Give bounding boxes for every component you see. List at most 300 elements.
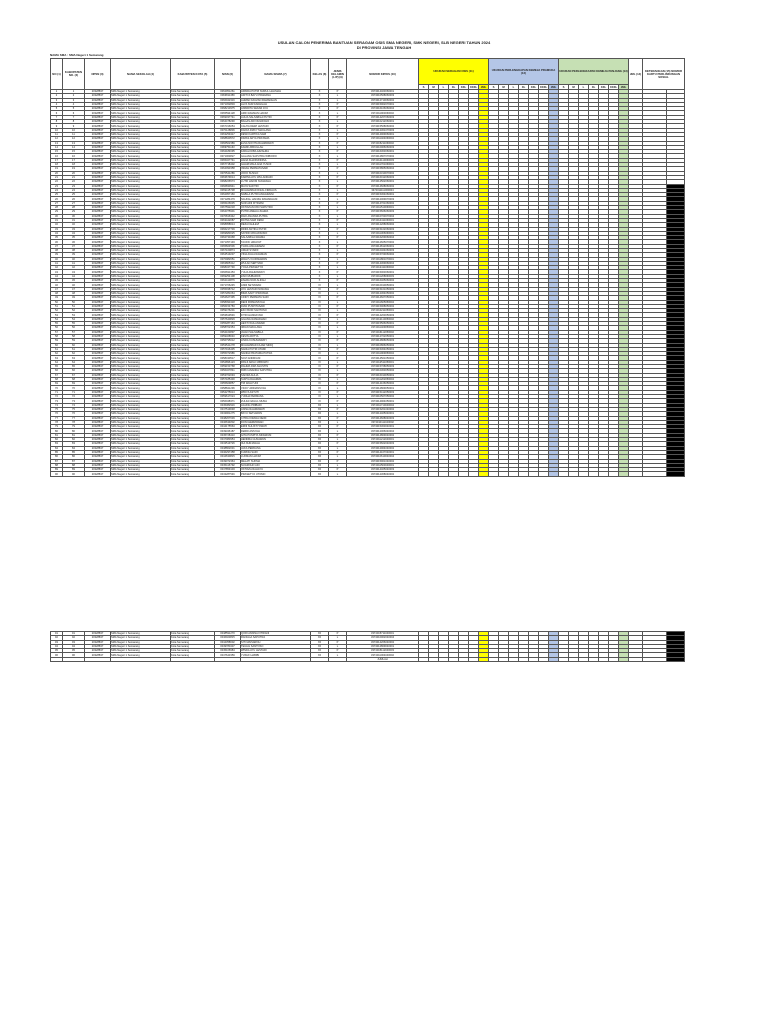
header-kelas: KELAS (8) bbox=[311, 59, 329, 90]
cell-nomor-kartu: 3374014207060003 bbox=[347, 115, 419, 119]
cell-kabupaten-no: 35 bbox=[63, 236, 85, 240]
cell-kelas: X bbox=[311, 150, 329, 154]
cell-kelas: XI bbox=[311, 334, 329, 338]
cell-kabupaten-kota: Kota Semarang bbox=[171, 653, 215, 657]
cell-npsn: 20328837 bbox=[85, 227, 111, 231]
cell-nisn: 0044630815 bbox=[215, 455, 241, 459]
cell-kelas: XI bbox=[311, 287, 329, 291]
cell-npsn: 20328837 bbox=[85, 412, 111, 416]
cell-kabupaten-no: 58 bbox=[63, 334, 85, 338]
cell-jenis-kelamin: P bbox=[329, 210, 347, 214]
cell-kelas: XII bbox=[311, 420, 329, 424]
cell-no: 59 bbox=[51, 339, 63, 343]
cell-nomor-kartu: 3374016405060002 bbox=[347, 279, 419, 283]
cell-nomor-kartu: 3374016012060003 bbox=[347, 175, 419, 179]
cell-kabupaten-kota: Kota Semarang bbox=[171, 227, 215, 231]
cell-jenis-kelamin: L bbox=[329, 188, 347, 192]
cell-nisn: 0067316054 bbox=[215, 124, 241, 128]
cell-npsn: 20328837 bbox=[85, 223, 111, 227]
cell-jenis-kelamin: L bbox=[329, 377, 347, 381]
cell-kabupaten-kota: Kota Semarang bbox=[171, 210, 215, 214]
cell-npsn: 20328837 bbox=[85, 390, 111, 394]
cell-kabupaten-kota: Kota Semarang bbox=[171, 632, 215, 636]
cell-kabupaten-kota: Kota Semarang bbox=[171, 214, 215, 218]
cell-size-batik bbox=[559, 472, 569, 476]
cell-nomor-kartu: 3374016303060001 bbox=[347, 150, 419, 154]
cell-nisn: 0070541286 bbox=[215, 171, 241, 175]
cell-no: 79 bbox=[51, 425, 63, 429]
cell-kabupaten-no: 7 bbox=[63, 115, 85, 119]
cell-kabupaten-no: 26 bbox=[63, 197, 85, 201]
cell-no: 39 bbox=[51, 253, 63, 257]
cell-npsn: 20328837 bbox=[85, 382, 111, 386]
cell-npsn: 20328837 bbox=[85, 184, 111, 188]
cell-nama-sekolah: SMA Negeri 1 Semarang bbox=[111, 472, 171, 476]
cell-nisn: 0065327741 bbox=[215, 158, 241, 162]
total-size-batik bbox=[599, 657, 609, 661]
cell-nisn: 0063442087 bbox=[215, 218, 241, 222]
cell-no: 78 bbox=[51, 420, 63, 424]
header-no: NO (1) bbox=[51, 59, 63, 90]
cell-jenis-kelamin: P bbox=[329, 399, 347, 403]
cell-nomor-kartu: 3374014701060002 bbox=[347, 201, 419, 205]
cell-kabupaten-no: 63 bbox=[63, 356, 85, 360]
cell-size-pramuka bbox=[529, 472, 539, 476]
cell-nama-siswa: MAYA SAFITRI bbox=[241, 184, 311, 188]
cell-npsn: 20328837 bbox=[85, 167, 111, 171]
cell-no: 40 bbox=[51, 257, 63, 261]
cell-nisn: 0048207639 bbox=[215, 416, 241, 420]
total-size-pramuka bbox=[539, 657, 549, 661]
cell-nama-sekolah: SMA Negeri 1 Semarang bbox=[111, 124, 171, 128]
cell-nisn: 0062184695 bbox=[215, 150, 241, 154]
total-size-osis bbox=[479, 657, 489, 661]
cell-kabupaten-kota: Kota Semarang bbox=[171, 390, 215, 394]
cell-kabupaten-no: 66 bbox=[63, 369, 85, 373]
cell-nama-sekolah: SMA Negeri 1 Semarang bbox=[111, 360, 171, 364]
cell-kelas: XII bbox=[311, 640, 329, 644]
header-nomor-kartu: NOMOR KIP/KS (10) bbox=[347, 59, 419, 90]
cell-kelas: XI bbox=[311, 322, 329, 326]
cell-kelas: XI bbox=[311, 330, 329, 334]
cell-nisn: 0063805312 bbox=[215, 261, 241, 265]
cell-kabupaten-no: 14 bbox=[63, 145, 85, 149]
cell-npsn: 20328837 bbox=[85, 640, 111, 644]
cell-kelas: X bbox=[311, 90, 329, 94]
cell-jenis-kelamin: P bbox=[329, 632, 347, 636]
cell-kelas: X bbox=[311, 227, 329, 231]
cell-npsn: 20328837 bbox=[85, 365, 111, 369]
cell-nama-sekolah: SMA Negeri 1 Semarang bbox=[111, 339, 171, 343]
cell-nomor-kartu: 3374015304060001 bbox=[347, 193, 419, 197]
cell-nomor-kartu: 3374012208060002 bbox=[347, 223, 419, 227]
cell-nisn: 0046297458 bbox=[215, 450, 241, 454]
cell-nama-sekolah: SMA Negeri 1 Semarang bbox=[111, 253, 171, 257]
total-size-batik bbox=[619, 657, 629, 661]
total-size-batik bbox=[579, 657, 589, 661]
cell-jenis-kelamin: L bbox=[329, 429, 347, 433]
cell-nama-siswa: IRFAN MAULANA bbox=[241, 326, 311, 330]
cell-kelas: X bbox=[311, 171, 329, 175]
size-header-osis-xxl: XXL bbox=[459, 85, 469, 90]
cell-kabupaten-kota: Kota Semarang bbox=[171, 459, 215, 463]
cell-jenis-kelamin: L bbox=[329, 472, 347, 476]
cell-nama-siswa: ANDI SETIAWAN bbox=[241, 283, 311, 287]
cell-nama-sekolah: SMA Negeri 1 Semarang bbox=[111, 416, 171, 420]
cell-npsn: 20328837 bbox=[85, 102, 111, 106]
cell-no: 36 bbox=[51, 240, 63, 244]
cell-kabupaten-no: 19 bbox=[63, 167, 85, 171]
cell-nomor-kartu: 3374016010050001 bbox=[347, 373, 419, 377]
cell-kabupaten-no: 2 bbox=[63, 94, 85, 98]
total-size-osis bbox=[429, 657, 439, 661]
cell-kelas: X bbox=[311, 248, 329, 252]
cell-no: 3 bbox=[51, 98, 63, 102]
cell-nama-sekolah: SMA Negeri 1 Semarang bbox=[111, 300, 171, 304]
cell-nisn: 0056795012 bbox=[215, 339, 241, 343]
cell-nama-siswa: LINDA KUSUMAWATI bbox=[241, 339, 311, 343]
cell-jenis-kelamin: L bbox=[329, 386, 347, 390]
cell-npsn: 20328837 bbox=[85, 446, 111, 450]
cell-nama-sekolah: SMA Negeri 1 Semarang bbox=[111, 244, 171, 248]
cell-no: 38 bbox=[51, 248, 63, 252]
header-jml: JML (14) bbox=[629, 59, 643, 90]
cell-nomor-kartu: 3374011306060001 bbox=[347, 231, 419, 235]
cell-kabupaten-no: 38 bbox=[63, 248, 85, 252]
cell-no: 53 bbox=[51, 313, 63, 317]
cell-nomor-kartu: 3374015711040001 bbox=[347, 632, 419, 636]
cell-kabupaten-no: 93 bbox=[63, 640, 85, 644]
cell-no: 82 bbox=[51, 438, 63, 442]
header-nisn: NISN (6) bbox=[215, 59, 241, 90]
cell-jenis-kelamin: P bbox=[329, 102, 347, 106]
cell-npsn: 20328837 bbox=[85, 360, 111, 364]
cell-nama-sekolah: SMA Negeri 1 Semarang bbox=[111, 214, 171, 218]
cell-kelas: X bbox=[311, 210, 329, 214]
cell-nama-siswa: ELSA NOVITA RAHMAWATI bbox=[241, 141, 311, 145]
cell-nama-sekolah: SMA Negeri 1 Semarang bbox=[111, 171, 171, 175]
cell-nisn: 0046634802 bbox=[215, 420, 241, 424]
cell-nomor-kartu: 3374011404060004 bbox=[347, 137, 419, 141]
cell-nisn: 0070816342 bbox=[215, 214, 241, 218]
cell-kabupaten-kota: Kota Semarang bbox=[171, 296, 215, 300]
cell-kabupaten-kota: Kota Semarang bbox=[171, 463, 215, 467]
cell-npsn: 20328837 bbox=[85, 429, 111, 433]
cell-jml bbox=[629, 472, 643, 476]
cell-nomor-kartu: 3374010211050001 bbox=[347, 309, 419, 313]
cell-no: 91 bbox=[51, 632, 63, 636]
cell-kelas: X bbox=[311, 231, 329, 235]
cell-kabupaten-no: 77 bbox=[63, 416, 85, 420]
cell-npsn: 20328837 bbox=[85, 128, 111, 132]
cell-nomor-kartu: 3374012511050001 bbox=[347, 360, 419, 364]
cell-kabupaten-no: 87 bbox=[63, 459, 85, 463]
cell-kelas: XII bbox=[311, 429, 329, 433]
cell-jenis-kelamin: P bbox=[329, 382, 347, 386]
cell-nisn: 0065106635 bbox=[215, 201, 241, 205]
cell-kelas: X bbox=[311, 180, 329, 184]
cell-nama-siswa: HESTI WULANDARI bbox=[241, 322, 311, 326]
cell-nisn: 0065824506 bbox=[215, 244, 241, 248]
cell-kabupaten-no: 17 bbox=[63, 158, 85, 162]
cell-npsn: 20328837 bbox=[85, 107, 111, 111]
cell-kabupaten-kota: Kota Semarang bbox=[171, 184, 215, 188]
cell-nisn: 0069037741 bbox=[215, 115, 241, 119]
cell-nisn: 0056154783 bbox=[215, 304, 241, 308]
cell-nomor-kartu: 3374010902040004 bbox=[347, 636, 419, 640]
cell-nisn: 0062730468 bbox=[215, 236, 241, 240]
cell-nisn: 0064478290 bbox=[215, 120, 241, 124]
cell-kelas: XI bbox=[311, 317, 329, 321]
cell-npsn: 20328837 bbox=[85, 343, 111, 347]
cell-nomor-kartu: 3374012605070002 bbox=[347, 240, 419, 244]
cell-nomor-kartu: 3374015708050003 bbox=[347, 365, 419, 369]
cell-nomor-kartu: 3374012308040002 bbox=[347, 472, 419, 476]
cell-kabupaten-no: 90 bbox=[63, 472, 85, 476]
cell-kabupaten-kota: Kota Semarang bbox=[171, 438, 215, 442]
cell-kelas: X bbox=[311, 188, 329, 192]
total-size-pramuka bbox=[499, 657, 509, 661]
cell-kabupaten-kota: Kota Semarang bbox=[171, 395, 215, 399]
cell-npsn: 20328837 bbox=[85, 248, 111, 252]
cell-nama-siswa: NANDA PRATAMA PUTRA bbox=[241, 352, 311, 356]
cell-kabupaten-kota: Kota Semarang bbox=[171, 236, 215, 240]
cell-no: 68 bbox=[51, 377, 63, 381]
cell-nama-siswa: RANGGA SAPUTRA bbox=[241, 636, 311, 640]
cell-nama-sekolah: SMA Negeri 1 Semarang bbox=[111, 317, 171, 321]
cell-kabupaten-kota: Kota Semarang bbox=[171, 270, 215, 274]
cell-jenis-kelamin: P bbox=[329, 390, 347, 394]
cell-nisn: 0047859103 bbox=[215, 468, 241, 472]
cell-no: 43 bbox=[51, 270, 63, 274]
cell-nisn: 0066830941 bbox=[215, 184, 241, 188]
cell-npsn: 20328837 bbox=[85, 90, 111, 94]
cell-kabupaten-no: 42 bbox=[63, 266, 85, 270]
cell-nama-sekolah: SMA Negeri 1 Semarang bbox=[111, 291, 171, 295]
cell-no: 73 bbox=[51, 399, 63, 403]
cell-no: 54 bbox=[51, 317, 63, 321]
cell-nisn: 0046923815 bbox=[215, 636, 241, 640]
cell-kabupaten-no: 29 bbox=[63, 210, 85, 214]
cell-kabupaten-kota: Kota Semarang bbox=[171, 347, 215, 351]
cell-nama-sekolah: SMA Negeri 1 Semarang bbox=[111, 270, 171, 274]
cell-no: 45 bbox=[51, 279, 63, 283]
cell-nama-siswa: EKO BUDI SANTOSO bbox=[241, 309, 311, 313]
cell-no: 67 bbox=[51, 373, 63, 377]
cell-kabupaten-no: 51 bbox=[63, 304, 85, 308]
cell-nisn: 0064375901 bbox=[215, 210, 241, 214]
total-empty-cell bbox=[63, 657, 85, 661]
cell-kabupaten-kota: Kota Semarang bbox=[171, 188, 215, 192]
cell-no: 61 bbox=[51, 347, 63, 351]
cell-nama-siswa: YULIA RAHMAWATI bbox=[241, 270, 311, 274]
cell-kabupaten-kota: Kota Semarang bbox=[171, 334, 215, 338]
cell-nama-sekolah: SMA Negeri 1 Semarang bbox=[111, 644, 171, 648]
cell-kelas: XII bbox=[311, 472, 329, 476]
cell-kabupaten-no: 21 bbox=[63, 175, 85, 179]
cell-kelas: X bbox=[311, 257, 329, 261]
cell-kabupaten-kota: Kota Semarang bbox=[171, 412, 215, 416]
cell-kelas: XI bbox=[311, 313, 329, 317]
cell-kelas: X bbox=[311, 128, 329, 132]
cell-npsn: 20328837 bbox=[85, 98, 111, 102]
cell-npsn: 20328837 bbox=[85, 171, 111, 175]
cell-nisn: 0057185430 bbox=[215, 377, 241, 381]
cell-nisn: 0069254108 bbox=[215, 274, 241, 278]
cell-npsn: 20328837 bbox=[85, 399, 111, 403]
cell-jenis-kelamin: P bbox=[329, 322, 347, 326]
cell-jenis-kelamin: P bbox=[329, 218, 347, 222]
cell-kabupaten-kota: Kota Semarang bbox=[171, 128, 215, 132]
cell-nama-siswa: SURYA DHARMA bbox=[241, 377, 311, 381]
cell-nama-sekolah: SMA Negeri 1 Semarang bbox=[111, 403, 171, 407]
cell-nama-sekolah: SMA Negeri 1 Semarang bbox=[111, 330, 171, 334]
cell-kabupaten-no: 1 bbox=[63, 90, 85, 94]
cell-nisn: 0057916435 bbox=[215, 347, 241, 351]
cell-nisn: 0067160874 bbox=[215, 248, 241, 252]
cell-nomor-kartu: 3374012009070003 bbox=[347, 197, 419, 201]
cell-npsn: 20328837 bbox=[85, 120, 111, 124]
cell-npsn: 20328837 bbox=[85, 218, 111, 222]
cell-nama-sekolah: SMA Negeri 1 Semarang bbox=[111, 274, 171, 278]
cell-nama-sekolah: SMA Negeri 1 Semarang bbox=[111, 390, 171, 394]
cell-jenis-kelamin: P bbox=[329, 304, 347, 308]
cell-kabupaten-no: 89 bbox=[63, 468, 85, 472]
cell-no: 96 bbox=[51, 653, 63, 657]
cell-nama-siswa: KURNIA SARI bbox=[241, 450, 311, 454]
cell-kabupaten-kota: Kota Semarang bbox=[171, 382, 215, 386]
cell-kelas: XI bbox=[311, 352, 329, 356]
cell-npsn: 20328837 bbox=[85, 313, 111, 317]
cell-kelas: X bbox=[311, 124, 329, 128]
cell-nisn: 0053819546 bbox=[215, 313, 241, 317]
cell-kelas: X bbox=[311, 98, 329, 102]
cell-kabupaten-kota: Kota Semarang bbox=[171, 407, 215, 411]
cell-jenis-kelamin: P bbox=[329, 442, 347, 446]
size-header-batik-l: L bbox=[579, 85, 589, 90]
size-header-batik-xxl: XXL bbox=[599, 85, 609, 90]
cell-jenis-kelamin: L bbox=[329, 111, 347, 115]
cell-nama-siswa: DONI HERMAWAN bbox=[241, 420, 311, 424]
cell-no: 66 bbox=[51, 369, 63, 373]
cell-nomor-kartu: 3374014411060001 bbox=[347, 218, 419, 222]
cell-nama-siswa: JAKA PERDANA bbox=[241, 446, 311, 450]
cell-kelas: X bbox=[311, 111, 329, 115]
cell-kelas: X bbox=[311, 175, 329, 179]
cell-nisn: 0066217739 bbox=[215, 227, 241, 231]
cell-kelas: XII bbox=[311, 433, 329, 437]
cell-nama-siswa: ANISA RAHMAWATI bbox=[241, 407, 311, 411]
cell-no: 92 bbox=[51, 636, 63, 640]
size-header-pramuka-m: M bbox=[499, 85, 509, 90]
cell-jenis-kelamin: L bbox=[329, 420, 347, 424]
cell-jenis-kelamin: L bbox=[329, 231, 347, 235]
cell-nama-siswa: TAUFIK HIDAYAT bbox=[241, 240, 311, 244]
cell-nomor-kartu: 3374014107040001 bbox=[347, 450, 419, 454]
cell-nisn: 0057281064 bbox=[215, 291, 241, 295]
cell-nama-sekolah: SMA Negeri 1 Semarang bbox=[111, 653, 171, 657]
cell-kelas: XI bbox=[311, 326, 329, 330]
cell-jenis-kelamin: P bbox=[329, 459, 347, 463]
cell-nama-siswa: JIHAN SALSABILA bbox=[241, 330, 311, 334]
cell-nama-sekolah: SMA Negeri 1 Semarang bbox=[111, 459, 171, 463]
cell-kabupaten-no: 76 bbox=[63, 412, 85, 416]
cell-kabupaten-kota: Kota Semarang bbox=[171, 266, 215, 270]
cell-no: 17 bbox=[51, 158, 63, 162]
cell-nama-sekolah: SMA Negeri 1 Semarang bbox=[111, 154, 171, 158]
cell-nomor-kartu: 3374015304050001 bbox=[347, 347, 419, 351]
cell-nama-siswa: ILHAM MAULANA YUSUF bbox=[241, 163, 311, 167]
cell-nama-sekolah: SMA Negeri 1 Semarang bbox=[111, 382, 171, 386]
cell-jenis-kelamin: P bbox=[329, 640, 347, 644]
cell-jenis-kelamin: P bbox=[329, 416, 347, 420]
cell-kabupaten-kota: Kota Semarang bbox=[171, 291, 215, 295]
cell-nomor-kartu: 3374010507050002 bbox=[347, 395, 419, 399]
cell-npsn: 20328837 bbox=[85, 352, 111, 356]
cell-npsn: 20328837 bbox=[85, 403, 111, 407]
cell-kelas: X bbox=[311, 154, 329, 158]
cell-kabupaten-kota: Kota Semarang bbox=[171, 429, 215, 433]
cell-nomor-kartu: 3374012807070002 bbox=[347, 154, 419, 158]
cell-jenis-kelamin: P bbox=[329, 330, 347, 334]
cell-kelas: X bbox=[311, 120, 329, 124]
cell-kabupaten-kota: Kota Semarang bbox=[171, 244, 215, 248]
cell-nomor-kartu: 3374016112050002 bbox=[347, 330, 419, 334]
cell-size-pramuka bbox=[549, 472, 559, 476]
cell-npsn: 20328837 bbox=[85, 334, 111, 338]
cell-nama-siswa: NUR AINI FITRIANI bbox=[241, 201, 311, 205]
cell-jenis-kelamin: P bbox=[329, 450, 347, 454]
cell-jenis-kelamin: L bbox=[329, 334, 347, 338]
cell-nomor-kartu: 3374011503040001 bbox=[347, 463, 419, 467]
cell-nama-sekolah: SMA Negeri 1 Semarang bbox=[111, 175, 171, 179]
cell-nomor-kartu: 3374014203050003 bbox=[347, 313, 419, 317]
cell-nama-siswa: DAFFA RIZKY MAULANA bbox=[241, 128, 311, 132]
cell-no: 81 bbox=[51, 433, 63, 437]
cell-kelas: XI bbox=[311, 399, 329, 403]
cell-nama-siswa: FITRI HANDAYANI bbox=[241, 313, 311, 317]
cell-kabupaten-kota: Kota Semarang bbox=[171, 201, 215, 205]
cell-nama-sekolah: SMA Negeri 1 Semarang bbox=[111, 636, 171, 640]
cell-no: 41 bbox=[51, 261, 63, 265]
cell-nisn: 0064093358 bbox=[215, 167, 241, 171]
cell-nama-siswa: SALSABILA RAHMA bbox=[241, 236, 311, 240]
cell-no: 26 bbox=[51, 197, 63, 201]
cell-kelas: XI bbox=[311, 382, 329, 386]
cell-nama-siswa: KARINA AYU WULANDARI bbox=[241, 175, 311, 179]
size-header-pramuka-xl: XL bbox=[519, 85, 529, 90]
cell-nomor-kartu: 3374014909060001 bbox=[347, 132, 419, 136]
cell-nomor-kartu: 3374015412050003 bbox=[347, 390, 419, 394]
cell-no: 18 bbox=[51, 163, 63, 167]
cell-keterangan-extra bbox=[667, 472, 685, 476]
cell-nomor-kartu: 3374016106060004 bbox=[347, 107, 419, 111]
cell-no: 49 bbox=[51, 296, 63, 300]
cell-no: 42 bbox=[51, 266, 63, 270]
cell-nama-siswa: RAHMA DWI AGUSTIN bbox=[241, 365, 311, 369]
cell-npsn: 20328837 bbox=[85, 201, 111, 205]
cell-jenis-kelamin: P bbox=[329, 227, 347, 231]
cell-jenis-kelamin: L bbox=[329, 300, 347, 304]
total-empty-cell bbox=[111, 657, 171, 661]
cell-nama-sekolah: SMA Negeri 1 Semarang bbox=[111, 231, 171, 235]
cell-nama-siswa: VICKY ARDIANSYAH bbox=[241, 386, 311, 390]
cell-nomor-kartu: 3374012304050002 bbox=[347, 291, 419, 295]
cell-kelas: XI bbox=[311, 339, 329, 343]
cell-jenis-kelamin: L bbox=[329, 636, 347, 640]
cell-kabupaten-no: 79 bbox=[63, 425, 85, 429]
cell-nama-siswa: ANINDITA SEKAR AYU bbox=[241, 107, 311, 111]
